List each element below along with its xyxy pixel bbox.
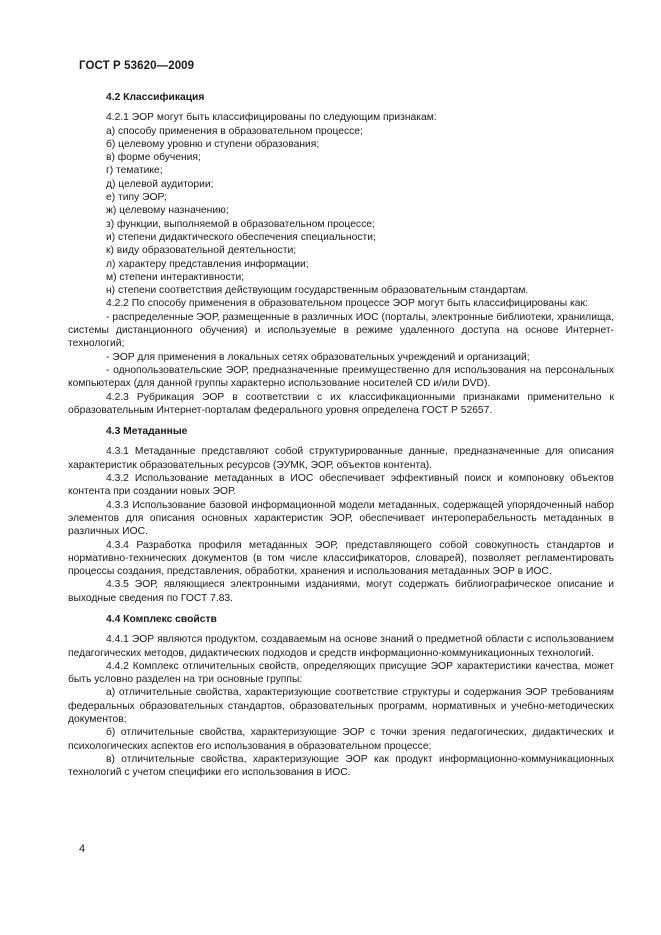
- paragraph-4-2-3: 4.2.3 Рубрикация ЭОР в соответствии с их классификационными признаками применительно к образовательным Интернет-порталам федерального уровня определена ГОСТ Р 52657.: [68, 391, 614, 416]
- list-item-l: л) характеру представления информации;: [106, 258, 309, 270]
- section-heading-4-4: 4.4 Комплекс свойств: [106, 613, 217, 625]
- list-item-a: а) способу применения в образовательном процессе;: [106, 125, 363, 137]
- group-item-b: б) отличительные свойства, характеризующие ЭОР с точки зрения педагогических, дидактических и психологических аспектов его использования в образовательном процессе;: [68, 727, 614, 752]
- document-body: [68, 91, 614, 780]
- document-code: ГОСТ Р 53620—2009: [79, 60, 195, 72]
- list-item-e: е) типу ЭОР;: [106, 192, 167, 204]
- page-number: 4: [79, 843, 86, 855]
- dash-item-local: - ЭОР для применения в локальных сетях образовательных учреждений и организаций;: [106, 351, 530, 363]
- group-item-a: а) отличительные свойства, характеризующие соответствие структуры и содержания ЭОР требованиям федеральных образовательных стандартов, образовательных программ, нормативных и учебно-методических документов;: [68, 687, 614, 726]
- paragraph-4-3-1: 4.3.1 Метаданные представляют собой структурированные данные, предназначенные для описания характеристик образовательных ресурсов (ЭУМК, ЭОР, объектов контента).: [68, 446, 614, 471]
- paragraph-4-2-1: 4.2.1 ЭОР могут быть классифицированы по следующим признакам:: [106, 112, 437, 124]
- list-item-i: и) степени дидактического обеспечения специальности;: [106, 231, 376, 243]
- group-item-v: в) отличительные свойства, характеризующие ЭОР как продукт информационно-коммуникационных технологий с учетом специфики его использования в ИОС.: [68, 753, 614, 779]
- list-item-k: к) виду образовательной деятельности;: [106, 245, 297, 257]
- paragraph-4-2-2: 4.2.2 По способу применения в образовательном процессе ЭОР могут быть классифицированы как:: [106, 298, 588, 310]
- paragraph-4-3-5: 4.3.5 ЭОР, являющиеся электронными изданиями, могут содержать библиографическое описание и выходные сведения по ГОСТ 7.83.: [68, 579, 614, 604]
- paragraph-4-3-3: 4.3.3 Использование базовой информационной модели метаданных, содержащей упорядоченный набор элементов для описания основных характеристик ЭОР, обеспечивает интероперабельность метаданных в различных ИОС.: [68, 499, 614, 538]
- paragraph-4-4-2: 4.4.2 Комплекс отличительных свойств, определяющих присущие ЭОР характеристики качества, может быть условно разделен на три основные группы:: [68, 660, 614, 686]
- paragraph-4-4-1: 4.4.1 ЭОР являются продуктом, создаваемым на основе знаний о предметной области с использованием педагогических методов, дидактических подходов и средств информационно-коммуникационных технологий.: [68, 634, 614, 659]
- list-item-zh: ж) целевому назначению;: [106, 205, 229, 217]
- dash-item-single-user: - однопользовательские ЭОР, предназначенные преимущественно для использования на персональных компьютерах (для данной группы характерно использование носителей CD и/или DVD).: [68, 364, 614, 390]
- paragraph-4-3-2: 4.3.2 Использование метаданных в ИОС обеспечивает эффективный поиск и компоновку объектов контента при создании новых ЭОР.: [68, 473, 614, 498]
- list-item-z: з) функции, выполняемой в образовательном процессе;: [106, 218, 375, 230]
- list-item-g: г) тематике;: [106, 165, 163, 177]
- dash-item-distributed: - распределенные ЭОР, размещенные в различных ИОС (порталы, электронные библиотеки, хранилища, системы дистанционного обучения) и используемые в режиме удаленного доступа на основе Интернет-технологий;: [68, 311, 614, 350]
- list-item-b: б) целевому уровню и ступени образования;: [106, 138, 320, 150]
- list-item-d: д) целевой аудитории;: [106, 178, 214, 190]
- section-heading-4-3: 4.3 Метаданные: [106, 426, 188, 438]
- paragraph-4-3-4: 4.3.4 Разработка профиля метаданных ЭОР, представляющего собой совокупность стандартов и нормативно-технических документов (в том числе классификаторов, словарей), позволяет регламентировать процессы создания, представления, обработки, хранения и использования метаданных ЭОР в ИОС.: [68, 539, 614, 578]
- list-item-n: н) степени соответствия действующим государственным образовательным стандартам.: [106, 285, 529, 297]
- section-heading-4-2: 4.2 Классификация: [106, 92, 205, 103]
- list-item-v: в) форме обучения;: [106, 152, 201, 164]
- list-item-m: м) степени интерактивности;: [106, 271, 245, 283]
